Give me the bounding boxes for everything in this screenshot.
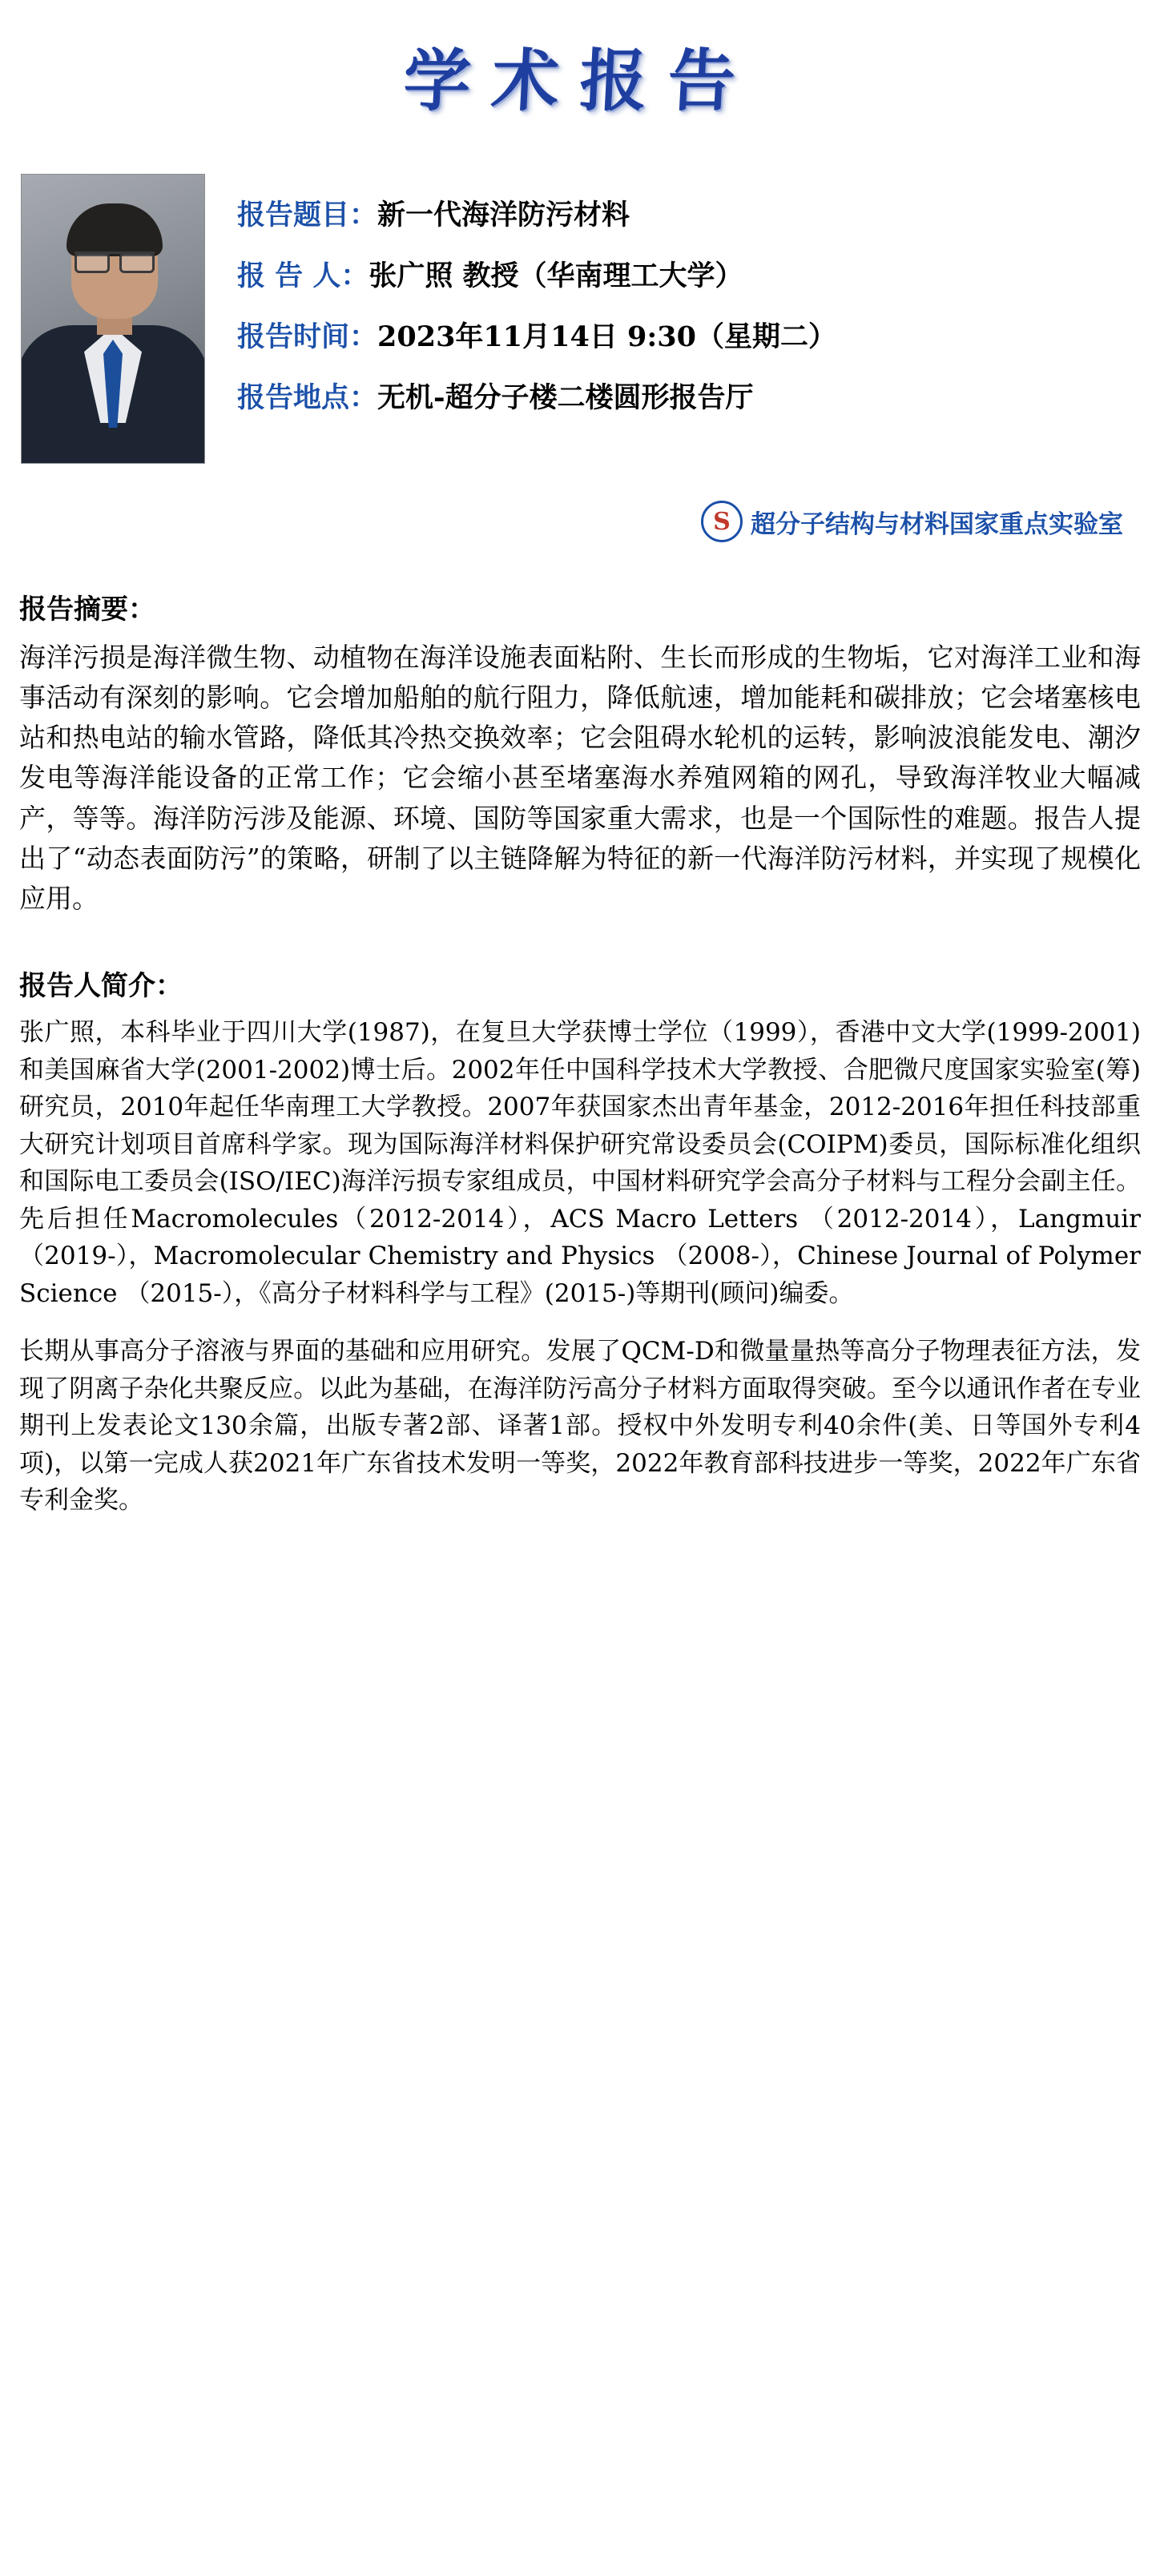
bio-heading: 报告人简介： (19, 970, 183, 1003)
info-row-time (237, 315, 836, 355)
title-area (0, 0, 1160, 132)
info-row-topic (237, 193, 836, 233)
info-value-speaker: 张广照 教授（华南理工大学） (369, 260, 743, 292)
info-value-venue: 无机-超分子楼二楼圆形报告厅 (377, 381, 754, 414)
lab-line (0, 501, 1160, 542)
info-label-time: 报告时间： (237, 320, 378, 353)
lab-logo-icon: S (701, 501, 743, 542)
info-label-speaker: 报 告 人： (237, 260, 369, 292)
abstract-section (0, 587, 1160, 919)
info-label-venue: 报告地点： (237, 381, 378, 414)
bio-section (0, 964, 1160, 1519)
info-row-speaker (237, 254, 836, 294)
lab-name: 超分子结构与材料国家重点实验室 (751, 509, 1123, 539)
info-value-topic: 新一代海洋防污材料 (377, 199, 630, 231)
page-title: 学术报告 (401, 41, 759, 120)
info-label-topic: 报告题目： (237, 199, 378, 231)
bio-paragraph-1: 张广照，本科毕业于四川大学(1987)，在复旦大学获博士学位（1999），香港中文大学(1999-2001)和美国麻省大学(2001-2002)博士后。2002年任中国科学技术大学教授、合肥微尺度国家实验室(筹)研究员，2010年起任华南理工大学教授。2007年获国家杰出青年基金，2012-2016年担任科技部重大研究计划项目首席科学家。现为国际海洋材料保护研究常设委员会(COIPM)委员，国际标准化组织和国际电工委员会(ISO/IEC)海洋污损专家组成员，中国材料研究学会高分子材料与工程分会副主任。先后担任Macromolecules（2012-2014），ACS Macro Letters （2012-2014），Langmuir （2019-），Macromolecular Chemistry and Physics （2008-），Chinese Journal of Polymer Science （2015-），《高分子材料科学与工程》(2015-)等期刊(顾问)编委。 (19, 1018, 1141, 1308)
speaker-portrait (21, 174, 205, 464)
glasses-icon (75, 252, 155, 270)
info-list (237, 174, 836, 437)
info-value-time: 2023年11月14日 9:30（星期二） (377, 320, 837, 353)
speaker-info-block (0, 174, 1160, 464)
info-row-venue (237, 376, 836, 416)
bio-paragraph-2: 长期从事高分子溶液与界面的基础和应用研究。发展了QCM-D和微量量热等高分子物理表征方法，发现了阴离子杂化共聚反应。以此为基础，在海洋防污高分子材料方面取得突破。至今以通讯作者在专业期刊上发表论文130余篇，出版专著2部、译著1部。授权中外发明专利40余件(美、日等国外专利4项)，以第一完成人获2021年广东省技术发明一等奖，2022年教育部科技进步一等奖，2022年广东省专利金奖。 (19, 1337, 1141, 1515)
abstract-text: 海洋污损是海洋微生物、动植物在海洋设施表面粘附、生长而形成的生物垢，它对海洋工业和海事活动有深刻的影响。它会增加船舶的航行阻力，降低航速，增加能耗和碳排放；它会堵塞核电站和热电站的输水管路，降低其冷热交换效率；它会阻碍水轮机的运转，影响波浪能发电、潮汐发电等海洋能设备的正常工作；它会缩小甚至堵塞海水养殖网箱的网孔，导致海洋牧业大幅减产，等等。海洋防污涉及能源、环境、国防等国家重大需求，也是一个国际性的难题。报告人提出了“动态表面防污”的策略，研制了以主链降解为特征的新一代海洋防污材料，并实现了规模化应用。 (19, 642, 1141, 914)
abstract-heading: 报告摘要： (19, 594, 155, 626)
